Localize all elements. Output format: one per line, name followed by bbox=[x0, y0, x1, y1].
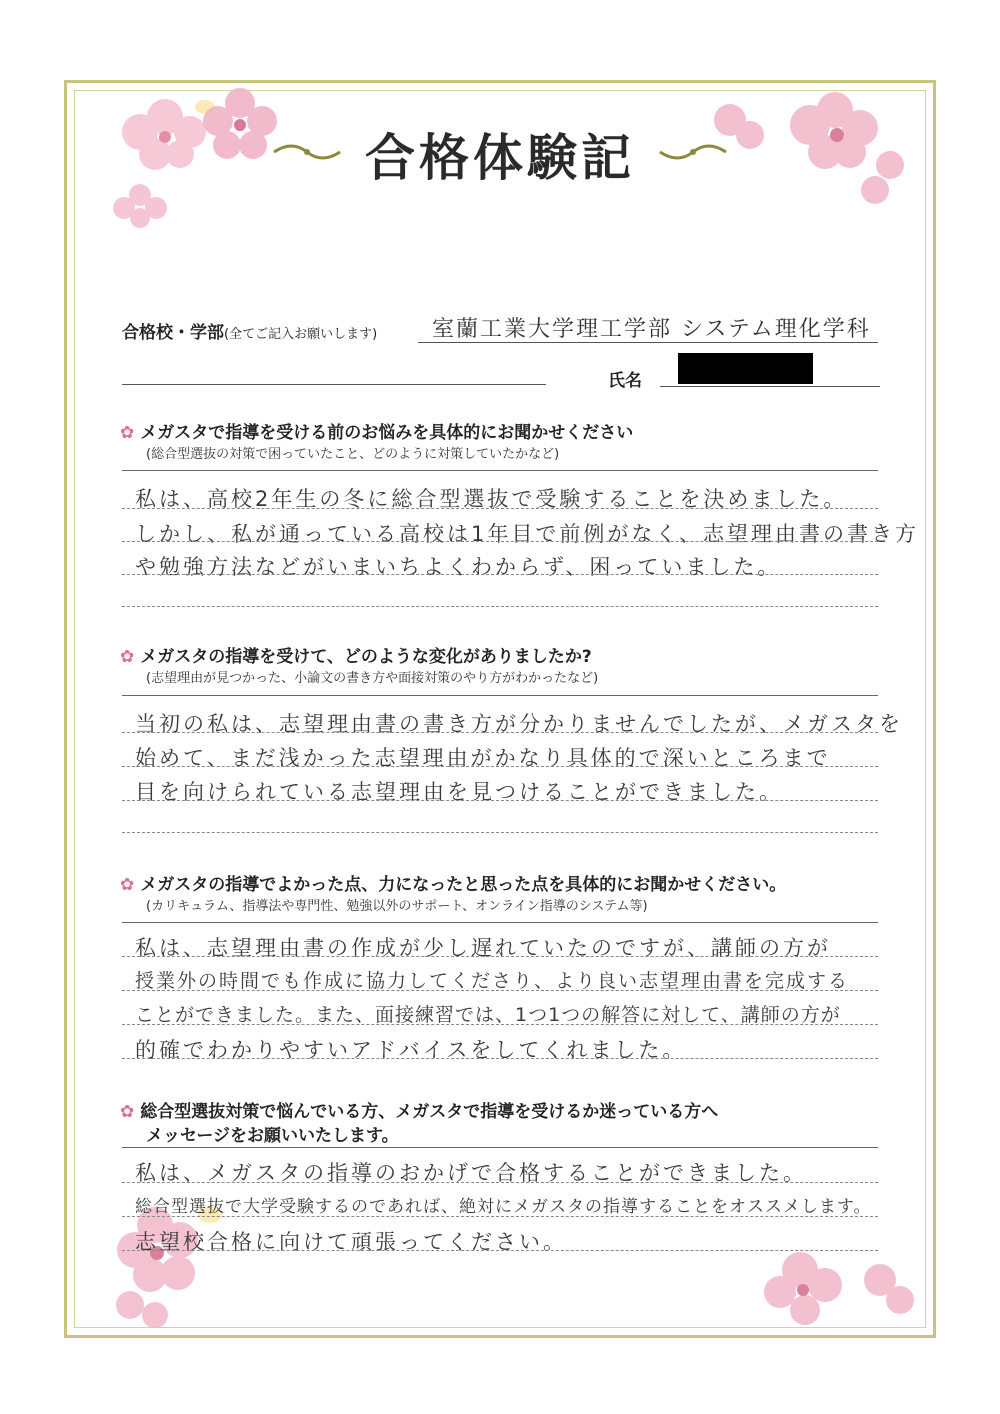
ruled-line bbox=[122, 766, 878, 767]
flourish-right-icon bbox=[658, 140, 728, 168]
redacted-name bbox=[678, 353, 813, 384]
section-4-rule bbox=[122, 1147, 878, 1148]
section-3-rule bbox=[122, 922, 878, 923]
answer-line: 総合型選抜で大学受験するのであれば、絶対にメガスタの指導することをオススメします。 bbox=[135, 1197, 872, 1217]
ruled-line bbox=[122, 832, 878, 833]
answer-line: ことができました。また、面接練習では、1つ1つの解答に対して、講師の方が bbox=[135, 1004, 841, 1026]
ruled-line bbox=[122, 541, 878, 542]
sakura-bullet-icon: ✿ bbox=[120, 647, 135, 667]
answer-line: 当初の私は、志望理由書の書き方が分かりませんでしたが、メガスタを bbox=[135, 712, 903, 736]
ruled-line bbox=[122, 574, 878, 575]
ruled-line bbox=[122, 1058, 878, 1059]
ruled-line bbox=[122, 606, 878, 607]
ruled-line bbox=[122, 956, 878, 957]
section-3-heading: ✿ メガスタの指導でよかった点、力になったと思った点を具体的にお聞かせください。 bbox=[120, 875, 787, 895]
sakura-flower-icon bbox=[760, 1240, 920, 1330]
section-1-heading: ✿ メガスタで指導を受ける前のお悩みを具体的にお聞かせください bbox=[120, 423, 634, 443]
answer-line: しかし、私が通っている高校は1年目で前例がなく、志望理由書の書き方 bbox=[135, 522, 919, 546]
section-4-heading-line2: メッセージをお願いいたします。 bbox=[146, 1126, 399, 1146]
answer-line: 授業外の時間でも作成に協力してくださり、より良い志望理由書を完成する bbox=[135, 970, 850, 992]
section-1-rule bbox=[122, 470, 878, 471]
answer-line: 私は、高校2年生の冬に総合型選抜で受験することを決めました。 bbox=[135, 487, 848, 511]
ruled-line bbox=[122, 1216, 878, 1217]
ruled-line bbox=[122, 1250, 878, 1251]
ruled-line bbox=[122, 1182, 878, 1183]
section-2-rule bbox=[122, 695, 878, 696]
section-3-sub: (カリキュラム、指導法や専門性、勉強以外のサポート、オンライン指導のシステム等) bbox=[146, 899, 648, 914]
answer-line: 的確でわかりやすいアドバイスをしてくれました。 bbox=[135, 1038, 687, 1062]
flourish-left-icon bbox=[272, 140, 342, 168]
sakura-bullet-icon: ✿ bbox=[120, 423, 135, 443]
ruled-line bbox=[122, 508, 878, 509]
page-title: 合格体験記 bbox=[365, 128, 635, 187]
school-label: 合格校・学部(全てご記入お願いします) bbox=[122, 323, 378, 343]
answer-line: 私は、志望理由書の作成が少し遅れていたのですが、講師の方が bbox=[135, 936, 831, 960]
name-underline bbox=[660, 386, 880, 387]
answer-line: 私は、メガスタの指導のおかげで合格することができました。 bbox=[135, 1161, 807, 1185]
section-2-heading: ✿ メガスタの指導を受けて、どのような変化がありましたか? bbox=[120, 647, 592, 667]
title-area bbox=[0, 118, 1000, 190]
ruled-line bbox=[122, 732, 878, 733]
answer-line: 目を向けられている志望理由を見つけることができました。 bbox=[135, 780, 783, 804]
name-label: 氏名 bbox=[608, 371, 642, 391]
answer-line: 始めて、まだ浅かった志望理由がかなり具体的で深いところまで bbox=[135, 746, 831, 770]
answer-line: 志望校合格に向けて頑張ってください。 bbox=[135, 1230, 567, 1254]
section-1-sub: (総合型選抜の対策で困っていたこと、どのように対策していたかなど) bbox=[146, 447, 560, 462]
ruled-line bbox=[122, 800, 878, 801]
school-value: 室蘭工業大学理工学部 システム理化学科 bbox=[432, 317, 871, 342]
ruled-line bbox=[122, 1024, 878, 1025]
school-underline bbox=[418, 342, 878, 343]
section-2-sub: (志望理由が見つかった、小論文の書き方や面接対策のやり方がわかったなど) bbox=[146, 671, 599, 686]
section-4-heading: ✿ 総合型選抜対策で悩んでいる方、メガスタで指導を受けるか迷っている方へ bbox=[120, 1102, 719, 1122]
sakura-bullet-icon: ✿ bbox=[120, 875, 135, 895]
ruled-line bbox=[122, 990, 878, 991]
blank-underline bbox=[122, 384, 546, 385]
sakura-bullet-icon: ✿ bbox=[120, 1102, 135, 1122]
answer-line: や勉強方法などがいまいちよくわからず、困っていました。 bbox=[135, 555, 782, 579]
school-note: (全てご記入お願いします) bbox=[224, 327, 378, 342]
